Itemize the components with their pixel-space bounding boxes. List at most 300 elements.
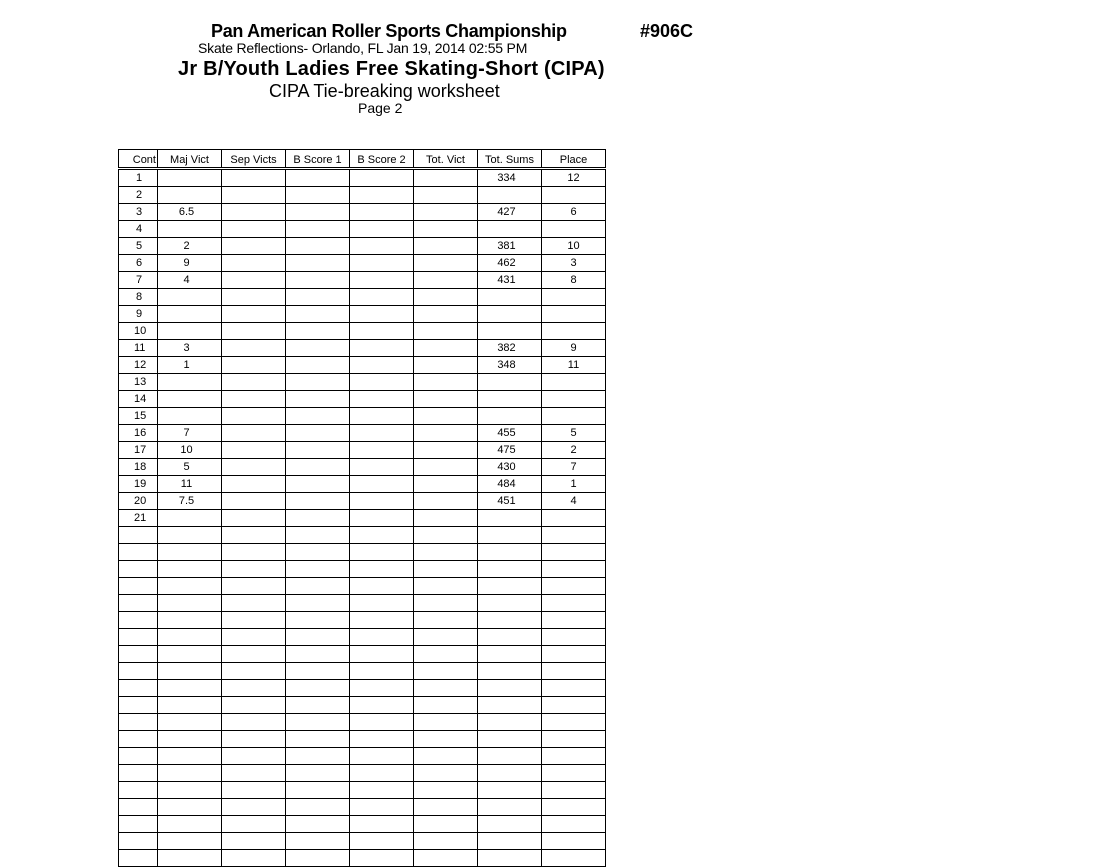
cell-b-score-1: [286, 391, 350, 408]
empty-table-row: [119, 612, 606, 629]
cell-sep-victs: [222, 323, 286, 340]
cell-place: [542, 221, 606, 238]
empty-table-row: [119, 731, 606, 748]
cell-tot-sums: [478, 306, 542, 323]
cell-b-score-1: [286, 510, 350, 527]
table-row: [119, 272, 606, 289]
cell-b-score-2: [350, 442, 414, 459]
empty-cell: [414, 561, 478, 578]
empty-cell: [542, 680, 606, 697]
empty-cell: [478, 544, 542, 561]
empty-cell: [542, 612, 606, 629]
cell-sep-victs: [222, 289, 286, 306]
table-row: [119, 374, 606, 391]
cell-maj-vict: 7.5: [158, 493, 222, 510]
empty-cell: [478, 561, 542, 578]
cell-b-score-2: [350, 204, 414, 221]
cell-sep-victs: [222, 459, 286, 476]
empty-cell: [158, 833, 222, 850]
cell-tot-sums: 382: [478, 340, 542, 357]
cell-b-score-1: [286, 306, 350, 323]
cell-cont: 15: [119, 408, 158, 425]
empty-cell: [158, 714, 222, 731]
empty-cell: [286, 578, 350, 595]
empty-cell: [158, 782, 222, 799]
empty-cell: [119, 561, 158, 578]
empty-cell: [119, 799, 158, 816]
empty-cell: [222, 578, 286, 595]
empty-cell: [542, 697, 606, 714]
empty-cell: [286, 527, 350, 544]
empty-cell: [350, 816, 414, 833]
cell-b-score-1: [286, 357, 350, 374]
cell-tot-vict: [414, 289, 478, 306]
cell-cont: 21: [119, 510, 158, 527]
column-header-tot-sums: Tot. Sums: [478, 150, 542, 169]
empty-table-row: [119, 595, 606, 612]
cell-sep-victs: [222, 442, 286, 459]
cell-tot-sums: 484: [478, 476, 542, 493]
empty-cell: [286, 646, 350, 663]
empty-cell: [286, 731, 350, 748]
empty-cell: [158, 748, 222, 765]
cell-tot-sums: [478, 391, 542, 408]
empty-cell: [119, 765, 158, 782]
cell-cont: 20: [119, 493, 158, 510]
table-row: [119, 408, 606, 425]
cell-b-score-1: [286, 221, 350, 238]
cell-maj-vict: [158, 408, 222, 425]
cell-sep-victs: [222, 408, 286, 425]
empty-cell: [478, 850, 542, 867]
cell-tot-vict: [414, 255, 478, 272]
cell-cont: 5: [119, 238, 158, 255]
cell-b-score-1: [286, 169, 350, 187]
empty-cell: [542, 595, 606, 612]
cell-b-score-2: [350, 425, 414, 442]
cell-tot-vict: [414, 238, 478, 255]
empty-cell: [222, 782, 286, 799]
cell-b-score-2: [350, 374, 414, 391]
empty-cell: [350, 680, 414, 697]
cell-tot-sums: 334: [478, 169, 542, 187]
empty-cell: [222, 527, 286, 544]
cell-tot-vict: [414, 408, 478, 425]
cell-b-score-2: [350, 272, 414, 289]
empty-cell: [286, 561, 350, 578]
cell-b-score-2: [350, 340, 414, 357]
empty-cell: [350, 850, 414, 867]
cell-place: 6: [542, 204, 606, 221]
worksheet-title: CIPA Tie-breaking worksheet: [269, 81, 500, 101]
empty-cell: [414, 731, 478, 748]
cell-b-score-2: [350, 408, 414, 425]
cell-tot-vict: [414, 493, 478, 510]
table-header-row: [119, 150, 606, 169]
cell-cont: 10: [119, 323, 158, 340]
cell-maj-vict: 1: [158, 357, 222, 374]
empty-cell: [158, 578, 222, 595]
empty-cell: [286, 782, 350, 799]
cell-tot-sums: [478, 289, 542, 306]
cell-tot-vict: [414, 204, 478, 221]
empty-cell: [542, 850, 606, 867]
empty-cell: [222, 714, 286, 731]
empty-table-row: [119, 799, 606, 816]
empty-cell: [158, 527, 222, 544]
empty-cell: [119, 697, 158, 714]
empty-cell: [286, 663, 350, 680]
empty-cell: [478, 697, 542, 714]
event-name: Jr B/Youth Ladies Free Skating-Short (CIPA): [178, 58, 605, 80]
empty-cell: [119, 833, 158, 850]
empty-cell: [478, 714, 542, 731]
empty-cell: [158, 731, 222, 748]
table-row: [119, 323, 606, 340]
empty-cell: [542, 714, 606, 731]
empty-cell: [414, 629, 478, 646]
cell-cont: 7: [119, 272, 158, 289]
empty-cell: [350, 833, 414, 850]
empty-cell: [286, 799, 350, 816]
empty-cell: [119, 646, 158, 663]
empty-cell: [542, 629, 606, 646]
empty-cell: [158, 697, 222, 714]
cell-b-score-2: [350, 357, 414, 374]
empty-cell: [414, 833, 478, 850]
table-row: [119, 340, 606, 357]
column-header-sep-victs: Sep Victs: [222, 150, 286, 169]
empty-table-row: [119, 748, 606, 765]
cell-tot-vict: [414, 357, 478, 374]
cell-b-score-2: [350, 459, 414, 476]
empty-cell: [222, 833, 286, 850]
cell-maj-vict: 4: [158, 272, 222, 289]
empty-cell: [478, 765, 542, 782]
cell-cont: 3: [119, 204, 158, 221]
cell-maj-vict: [158, 187, 222, 204]
empty-cell: [286, 697, 350, 714]
empty-cell: [158, 544, 222, 561]
cell-place: [542, 323, 606, 340]
cell-b-score-1: [286, 255, 350, 272]
cell-maj-vict: [158, 323, 222, 340]
empty-cell: [222, 765, 286, 782]
cell-maj-vict: 5: [158, 459, 222, 476]
empty-cell: [286, 612, 350, 629]
empty-cell: [158, 612, 222, 629]
cell-tot-vict: [414, 391, 478, 408]
empty-cell: [414, 799, 478, 816]
empty-table-row: [119, 578, 606, 595]
empty-cell: [119, 731, 158, 748]
table-row: [119, 510, 606, 527]
table-row: [119, 391, 606, 408]
cell-b-score-2: [350, 221, 414, 238]
empty-cell: [350, 714, 414, 731]
cell-cont: 2: [119, 187, 158, 204]
cell-maj-vict: 2: [158, 238, 222, 255]
empty-cell: [478, 663, 542, 680]
cell-maj-vict: 7: [158, 425, 222, 442]
column-header-maj-vict: Maj Vict: [158, 150, 222, 169]
empty-cell: [350, 663, 414, 680]
cell-tot-sums: [478, 221, 542, 238]
cell-tot-vict: [414, 459, 478, 476]
table-row: [119, 476, 606, 493]
table-row: [119, 169, 606, 187]
empty-table-row: [119, 561, 606, 578]
empty-cell: [222, 561, 286, 578]
empty-cell: [119, 714, 158, 731]
cell-maj-vict: [158, 289, 222, 306]
cell-place: 12: [542, 169, 606, 187]
empty-cell: [286, 850, 350, 867]
empty-cell: [222, 680, 286, 697]
cell-place: [542, 408, 606, 425]
cell-b-score-1: [286, 493, 350, 510]
empty-cell: [350, 782, 414, 799]
cell-place: 5: [542, 425, 606, 442]
empty-table-row: [119, 527, 606, 544]
cell-sep-victs: [222, 204, 286, 221]
empty-cell: [542, 765, 606, 782]
cell-tot-sums: 348: [478, 357, 542, 374]
empty-cell: [542, 527, 606, 544]
cell-tot-sums: 381: [478, 238, 542, 255]
cell-maj-vict: 6.5: [158, 204, 222, 221]
table-row: [119, 204, 606, 221]
cell-tot-vict: [414, 306, 478, 323]
cell-b-score-1: [286, 187, 350, 204]
cell-sep-victs: [222, 169, 286, 187]
cell-tot-vict: [414, 221, 478, 238]
cell-place: [542, 289, 606, 306]
cell-sep-victs: [222, 374, 286, 391]
table-row: [119, 306, 606, 323]
cell-place: [542, 391, 606, 408]
cell-maj-vict: [158, 306, 222, 323]
empty-cell: [158, 595, 222, 612]
empty-cell: [478, 680, 542, 697]
cell-b-score-1: [286, 476, 350, 493]
cell-sep-victs: [222, 493, 286, 510]
empty-table-row: [119, 850, 606, 867]
cell-cont: 1: [119, 169, 158, 187]
cell-tot-sums: 430: [478, 459, 542, 476]
empty-cell: [119, 629, 158, 646]
empty-cell: [478, 748, 542, 765]
empty-cell: [478, 833, 542, 850]
empty-cell: [158, 663, 222, 680]
cell-tot-vict: [414, 323, 478, 340]
empty-cell: [222, 748, 286, 765]
empty-cell: [478, 731, 542, 748]
empty-cell: [119, 748, 158, 765]
cell-tot-sums: [478, 408, 542, 425]
empty-cell: [414, 595, 478, 612]
cell-maj-vict: [158, 374, 222, 391]
cell-b-score-2: [350, 238, 414, 255]
empty-cell: [286, 816, 350, 833]
cell-b-score-2: [350, 306, 414, 323]
empty-cell: [222, 595, 286, 612]
page-number: Page 2: [358, 100, 403, 116]
empty-cell: [286, 765, 350, 782]
cell-maj-vict: [158, 391, 222, 408]
cell-maj-vict: 9: [158, 255, 222, 272]
empty-table-row: [119, 833, 606, 850]
empty-cell: [478, 595, 542, 612]
empty-cell: [414, 663, 478, 680]
cell-b-score-2: [350, 187, 414, 204]
cell-place: 2: [542, 442, 606, 459]
empty-cell: [286, 680, 350, 697]
empty-cell: [286, 833, 350, 850]
cell-tot-sums: 451: [478, 493, 542, 510]
empty-cell: [350, 595, 414, 612]
event-number: #906C: [640, 21, 694, 41]
empty-cell: [119, 816, 158, 833]
cell-cont: 14: [119, 391, 158, 408]
table-row: [119, 255, 606, 272]
column-header-b-score-2: B Score 2: [350, 150, 414, 169]
empty-cell: [478, 578, 542, 595]
cell-place: 9: [542, 340, 606, 357]
table-row: [119, 357, 606, 374]
empty-cell: [286, 595, 350, 612]
table-row: [119, 221, 606, 238]
empty-cell: [542, 646, 606, 663]
column-header-tot-vict: Tot. Vict: [414, 150, 478, 169]
empty-cell: [414, 850, 478, 867]
empty-cell: [158, 799, 222, 816]
cell-cont: 12: [119, 357, 158, 374]
empty-cell: [119, 544, 158, 561]
empty-cell: [119, 527, 158, 544]
cell-place: 7: [542, 459, 606, 476]
cell-place: [542, 510, 606, 527]
table-row: [119, 442, 606, 459]
empty-cell: [350, 697, 414, 714]
empty-cell: [478, 782, 542, 799]
empty-cell: [414, 612, 478, 629]
empty-table-row: [119, 544, 606, 561]
empty-cell: [350, 748, 414, 765]
cell-b-score-2: [350, 323, 414, 340]
cell-cont: 8: [119, 289, 158, 306]
empty-table-row: [119, 663, 606, 680]
empty-cell: [414, 544, 478, 561]
empty-cell: [222, 629, 286, 646]
cell-sep-victs: [222, 255, 286, 272]
empty-cell: [542, 816, 606, 833]
cell-b-score-2: [350, 289, 414, 306]
cell-b-score-1: [286, 442, 350, 459]
table-row: [119, 459, 606, 476]
empty-cell: [414, 782, 478, 799]
empty-cell: [478, 646, 542, 663]
cell-place: 1: [542, 476, 606, 493]
empty-cell: [414, 578, 478, 595]
cell-cont: 16: [119, 425, 158, 442]
cell-maj-vict: [158, 221, 222, 238]
cell-tot-sums: [478, 374, 542, 391]
empty-cell: [350, 578, 414, 595]
cell-cont: 13: [119, 374, 158, 391]
empty-cell: [542, 578, 606, 595]
empty-cell: [222, 816, 286, 833]
cell-maj-vict: [158, 510, 222, 527]
empty-cell: [414, 748, 478, 765]
cell-maj-vict: 10: [158, 442, 222, 459]
cell-cont: 11: [119, 340, 158, 357]
cell-place: 4: [542, 493, 606, 510]
cell-tot-sums: [478, 323, 542, 340]
empty-cell: [119, 663, 158, 680]
empty-cell: [119, 850, 158, 867]
empty-cell: [350, 612, 414, 629]
cell-b-score-1: [286, 408, 350, 425]
cell-cont: 6: [119, 255, 158, 272]
cell-b-score-2: [350, 493, 414, 510]
empty-table-row: [119, 697, 606, 714]
empty-cell: [222, 612, 286, 629]
empty-cell: [158, 765, 222, 782]
cell-cont: 9: [119, 306, 158, 323]
cell-b-score-1: [286, 272, 350, 289]
empty-cell: [119, 595, 158, 612]
cell-place: 11: [542, 357, 606, 374]
cell-tot-vict: [414, 187, 478, 204]
cell-place: [542, 187, 606, 204]
cell-sep-victs: [222, 238, 286, 255]
empty-cell: [542, 663, 606, 680]
empty-cell: [158, 680, 222, 697]
empty-table-row: [119, 629, 606, 646]
table-row: [119, 289, 606, 306]
empty-cell: [286, 748, 350, 765]
cell-tot-vict: [414, 476, 478, 493]
cell-b-score-1: [286, 374, 350, 391]
empty-cell: [158, 629, 222, 646]
cell-tot-sums: 455: [478, 425, 542, 442]
cell-b-score-1: [286, 289, 350, 306]
tie-breaking-table: [118, 149, 606, 867]
cell-b-score-2: [350, 476, 414, 493]
column-header-cont: Cont: [119, 150, 158, 169]
empty-cell: [350, 646, 414, 663]
cell-tot-vict: [414, 425, 478, 442]
empty-cell: [286, 544, 350, 561]
table-row: [119, 425, 606, 442]
cell-tot-sums: [478, 510, 542, 527]
empty-cell: [222, 731, 286, 748]
cell-sep-victs: [222, 272, 286, 289]
cell-sep-victs: [222, 187, 286, 204]
cell-tot-vict: [414, 169, 478, 187]
empty-cell: [350, 731, 414, 748]
cell-cont: 18: [119, 459, 158, 476]
column-header-place: Place: [542, 150, 606, 169]
cell-place: 3: [542, 255, 606, 272]
cell-maj-vict: 3: [158, 340, 222, 357]
empty-cell: [542, 782, 606, 799]
empty-cell: [414, 697, 478, 714]
cell-tot-sums: 475: [478, 442, 542, 459]
cell-b-score-1: [286, 204, 350, 221]
table-row: [119, 493, 606, 510]
